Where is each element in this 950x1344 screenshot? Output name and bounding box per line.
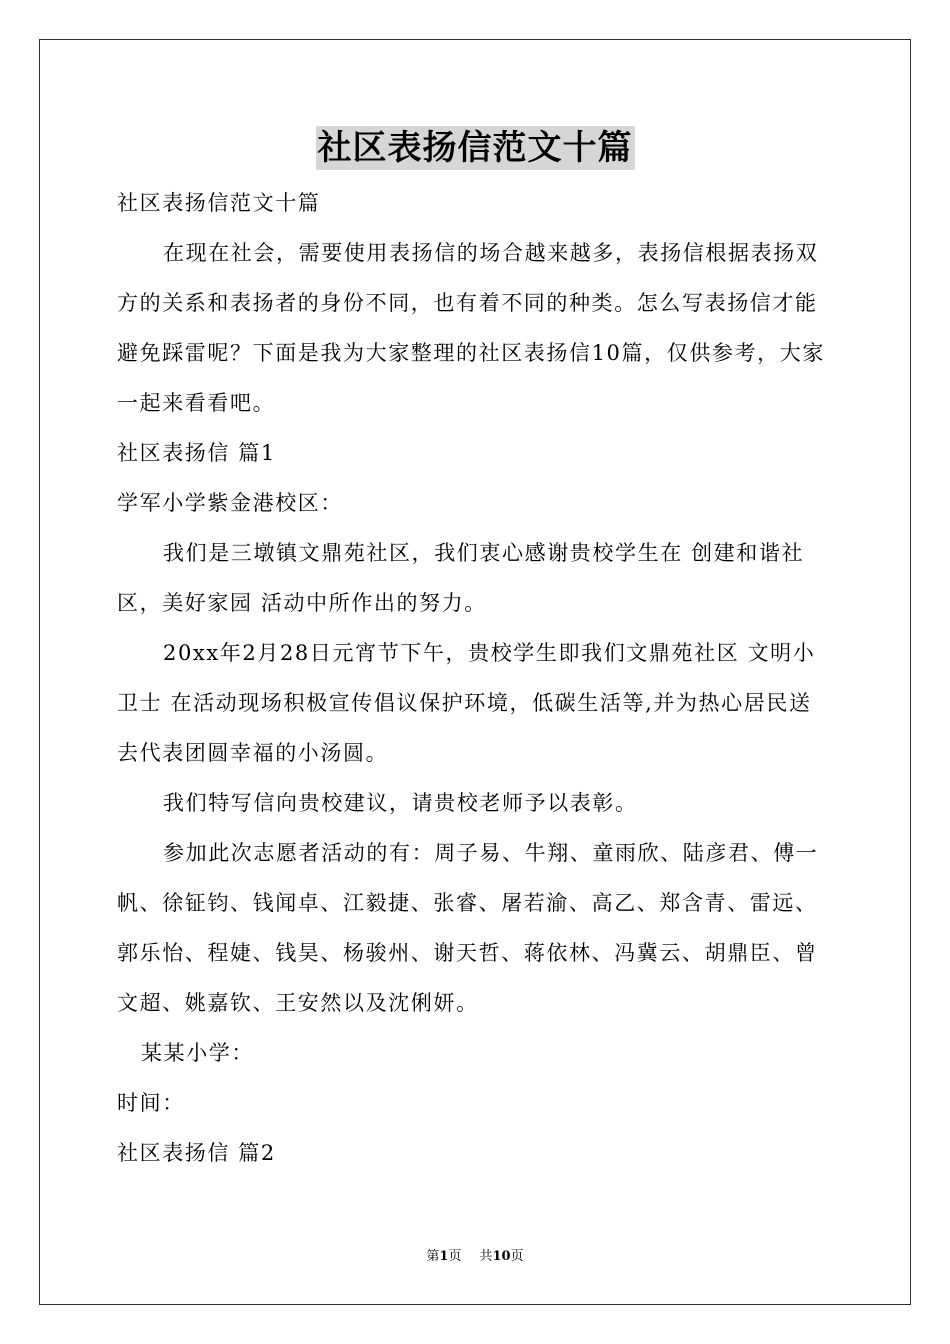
body-paragraph-1: 我们是三墩镇文鼎苑社区，我们衷心感谢贵校学生在 创建和谐社区，美好家园 活动中所作出的努力。 [117, 541, 805, 615]
footer-page-prefix: 第 [426, 1249, 440, 1264]
section-heading-2: 社区表扬信 篇2 [117, 1141, 276, 1165]
salutation: 学军小学紫金港校区： [117, 491, 343, 515]
intro-paragraph: 在现在社会，需要使用表扬信的场合越来越多，表扬信根据表扬双方的关系和表扬者的身份不同，也有着不同的种类。怎么写表扬信才能避免踩雷呢？下面是我为大家整理的社区表扬信10篇，仅供参考，大家一起来看看吧。 [117, 241, 825, 415]
body-paragraph-2: 20xx年2月28日元宵节下午，贵校学生即我们文鼎苑社区 文明小卫士 在活动现场积极宣传倡议保护环境，低碳生活等,并为热心居民送去代表团圆幸福的小汤圆。 [117, 641, 816, 765]
footer-page-mid: 页 [448, 1249, 462, 1264]
footer-page-total: 10 [492, 1249, 511, 1264]
document-title: 社区表扬信范文十篇 [317, 128, 633, 168]
document-body [117, 178, 833, 1178]
page-footer [0, 1248, 950, 1266]
signature: 某某小学： [141, 1041, 254, 1065]
footer-total-suffix: 页 [510, 1249, 524, 1264]
section-heading-1: 社区表扬信 篇1 [117, 441, 276, 465]
title-container [0, 126, 950, 170]
body-paragraph-3: 我们特写信向贵校建议，请贵校老师予以表彰。 [163, 791, 638, 815]
footer-total-prefix: 共 [479, 1249, 493, 1264]
volunteer-list-paragraph: 参加此次志愿者活动的有：周子易、牛翔、童雨欣、陆彦君、傅一帆、徐钲钧、钱闻卓、江毅捷、张睿、屠若渝、高乙、郑含青、雷远、郭乐怡、程婕、钱昊、杨骏州、谢天哲、蒋依林、冯冀云、胡鼎臣、曾文超、姚嘉钦、王安然以及沈俐妍。 [117, 841, 819, 1015]
document-subtitle: 社区表扬信范文十篇 [117, 191, 321, 215]
footer-page-current: 1 [439, 1249, 449, 1264]
date-label: 时间： [117, 1091, 185, 1115]
